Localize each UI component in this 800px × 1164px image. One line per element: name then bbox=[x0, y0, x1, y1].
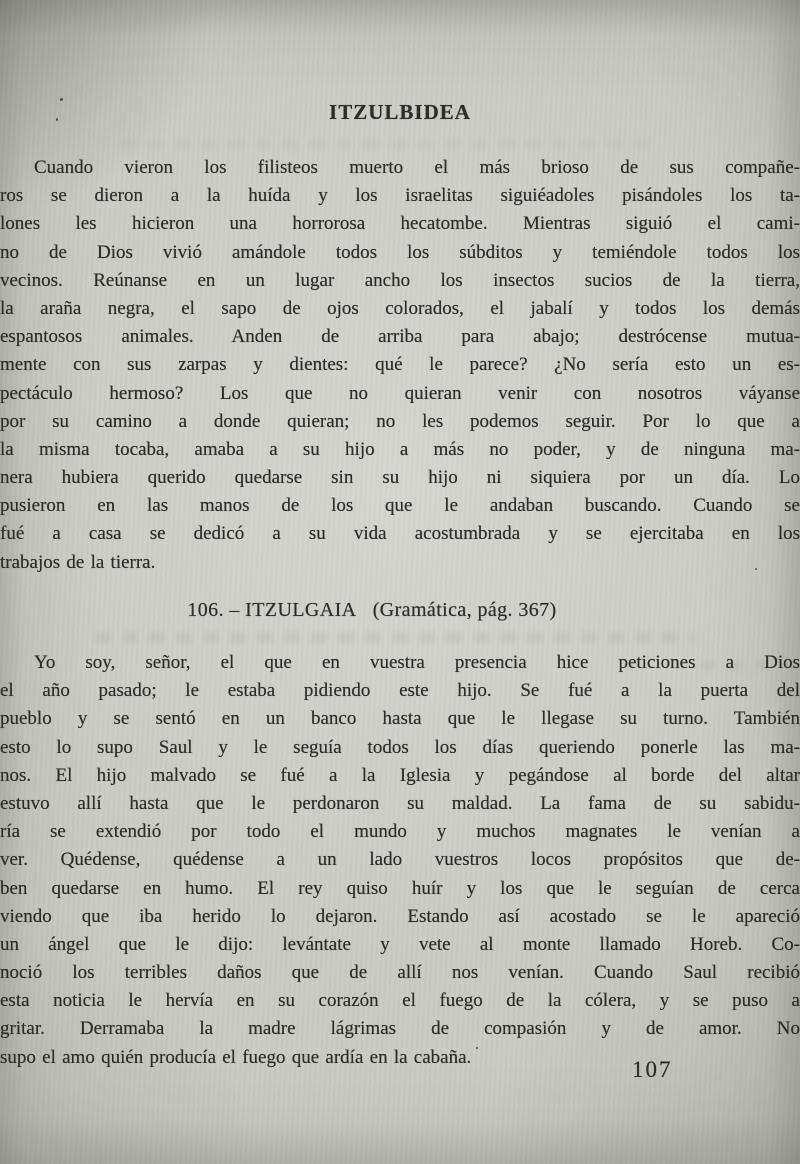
paragraph-1 bbox=[0, 154, 800, 577]
paragraph-line: mente con sus zarpas y dientes: qué le parece? ¿No sería esto un es- bbox=[0, 354, 800, 376]
paragraph-line: la misma tocaba, amaba a su hijo a más no poder, y de ninguna ma- bbox=[0, 438, 800, 460]
paragraph-line: fué a casa se dedicó a su vida acostumbrada y se ejercitaba en los bbox=[0, 523, 800, 545]
paragraph-line: viendo que iba herido lo dejaron. Estando así acostado se le apareció bbox=[0, 905, 800, 927]
paragraph-line: Cuando vieron los filisteos muerto el más brioso de sus compañe- bbox=[34, 157, 800, 178]
paragraph-line: esta noticia le hervía en su corazón el fuego de la cólera, y se puso a bbox=[0, 990, 800, 1012]
paragraph-line: pueblo y se sentó en un banco hasta que le llegase su turno. También bbox=[0, 708, 800, 730]
page-number: 107 bbox=[632, 1057, 673, 1082]
paragraph-2 bbox=[0, 649, 800, 1072]
paragraph-line: trabajos de la tierra. bbox=[0, 551, 156, 573]
paragraph-line: nos. El hijo malvado se fué a la Iglesia y pegándose al borde del altar bbox=[0, 764, 800, 786]
paragraph-line: la araña negra, el sapo de ojos colorados, el jabalí y todos los demás bbox=[0, 297, 800, 319]
paragraph-line: vecinos. Reúnanse en un lugar ancho los insectos sucios de la tierra, bbox=[0, 269, 800, 291]
page-title: ITZULBIDEA bbox=[329, 100, 471, 124]
paragraph-line: espantosos animales. Anden de arriba para abajo; destrócense mutua- bbox=[0, 326, 800, 348]
paragraph-line: noció los terribles daños que de allí nos venían. Cuando Saul recibió bbox=[0, 962, 800, 984]
paragraph-line: nera hubiera querido quedarse sin su hijo ni siquiera por un día. Lo bbox=[0, 467, 800, 489]
paragraph-line: ros se dieron a la huída y los israelitas siguiéadoles pisándoles los ta- bbox=[0, 185, 800, 207]
paragraph-line: pusieron en las manos de los que le andaban buscando. Cuando se bbox=[0, 495, 800, 517]
paragraph-line: por su camino a donde quieran; no les podemos seguir. Por lo que a bbox=[0, 410, 800, 432]
paragraph-line: no de Dios vivió amándole todos los súbditos y temiéndole todos los bbox=[0, 241, 800, 263]
paragraph-line: un ángel que le dijo: levántate y vete al monte llamado Horeb. Co- bbox=[0, 933, 800, 955]
paragraph-line: ben quedarse en humo. El rey quiso huír y los que le seguían de cerca bbox=[0, 877, 800, 899]
paragraph-line: estuvo allí hasta que le perdonaron su maldad. La fama de su sabidu- bbox=[0, 792, 800, 814]
paragraph-line: esto lo supo Saul y le seguía todos los días queriendo ponerle las ma- bbox=[0, 736, 800, 758]
show-through-mark bbox=[95, 632, 695, 643]
paragraph-line: pectáculo hermoso? Los que no quieran venir con nosotros váyanse bbox=[0, 382, 800, 404]
paragraph-line: supo el amo quién producía el fuego que ardía en la cabaña. bbox=[0, 1046, 472, 1068]
paragraph-line: gritar. Derramaba la madre lágrimas de compasión y de amor. No bbox=[0, 1018, 800, 1040]
paragraph-line: lones les hicieron una horrorosa hecatombe. Mientras siguió el cami- bbox=[0, 213, 800, 235]
show-through-mark bbox=[120, 139, 660, 150]
paragraph-line: ría se extendió por todo el mundo y muchos magnates le venían a bbox=[0, 821, 800, 843]
paragraph-line: Yo soy, señor, el que en vuestra presencia hice peticiones a Dios bbox=[34, 652, 800, 673]
section-heading: 106. – ITZULGAIA (Gramática, pág. 367) bbox=[187, 599, 557, 621]
paragraph-line: el año pasado; le estaba pidiendo este hijo. Se fué a la puerta del bbox=[0, 680, 800, 702]
paragraph-line: ver. Quédense, quédense a un lado vuestros locos propósitos que de- bbox=[0, 849, 800, 871]
